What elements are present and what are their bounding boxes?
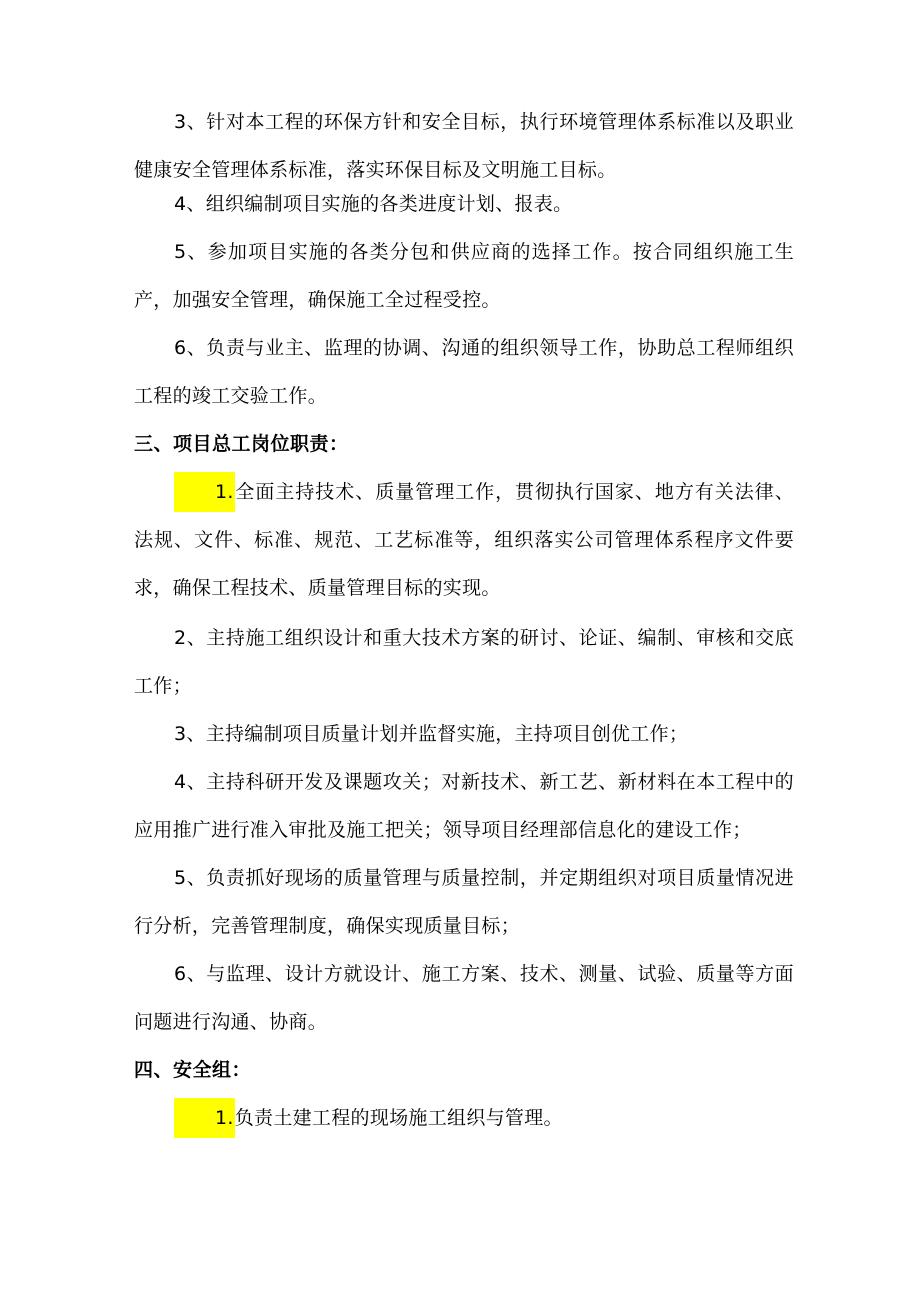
paragraph-chief-duty-1-text: 全面主持技术、质量管理工作，贯彻执行国家、地方有关法律、法规、文件、标准、规范、工艺标准等，组织落实公司管理体系程序文件要求，确保工程技术、质量管理目标的实现。: [134, 481, 794, 599]
highlighted-number: 1.: [174, 1098, 235, 1138]
paragraph-chief-duty-4: 4、主持科研开发及课题攻关；对新技术、新工艺、新材料在本工程中的应用推广进行准入审批及施工把关；领导项目经理部信息化的建设工作；: [134, 771, 794, 841]
paragraph-duty-4: 4、组织编制项目实施的各类进度计划、报表。: [174, 193, 573, 215]
section-heading-chief-engineer: 三、项目总工岗位职责：: [134, 433, 349, 455]
paragraph-duty-3: 3、针对本工程的环保方针和安全目标，执行环境管理体系标准以及职业健康安全管理体系标准，落实环保目标及文明施工目标。: [134, 111, 794, 181]
paragraph-chief-duty-6: 6、与监理、设计方就设计、施工方案、技术、测量、试验、质量等方面问题进行沟通、协商。: [134, 963, 794, 1033]
paragraph-duty-5: 5、参加项目实施的各类分包和供应商的选择工作。按合同组织施工生产，加强安全管理，确保施工全过程受控。: [134, 241, 794, 311]
paragraph-chief-duty-3: 3、主持编制项目质量计划并监督实施，主持项目创优工作；: [174, 723, 689, 745]
paragraph-safety-duty-1-text: 负责土建工程的现场施工组织与管理。: [234, 1107, 563, 1129]
paragraph-chief-duty-2: 2、主持施工组织设计和重大技术方案的研讨、论证、编制、审核和交底工作；: [134, 627, 794, 697]
highlighted-number: 1.: [174, 472, 235, 512]
paragraph-chief-duty-1: [134, 468, 794, 612]
paragraph-chief-duty-5: 5、负责抓好现场的质量管理与质量控制，并定期组织对项目质量情况进行分析，完善管理制度，确保实现质量目标；: [134, 867, 794, 937]
paragraph-safety-duty-1: [134, 1094, 794, 1142]
paragraph-duty-6: 6、负责与业主、监理的协调、沟通的组织领导工作，协助总工程师组织工程的竣工交验工作。: [134, 337, 794, 407]
section-heading-safety-group: 四、安全组：: [134, 1059, 252, 1081]
